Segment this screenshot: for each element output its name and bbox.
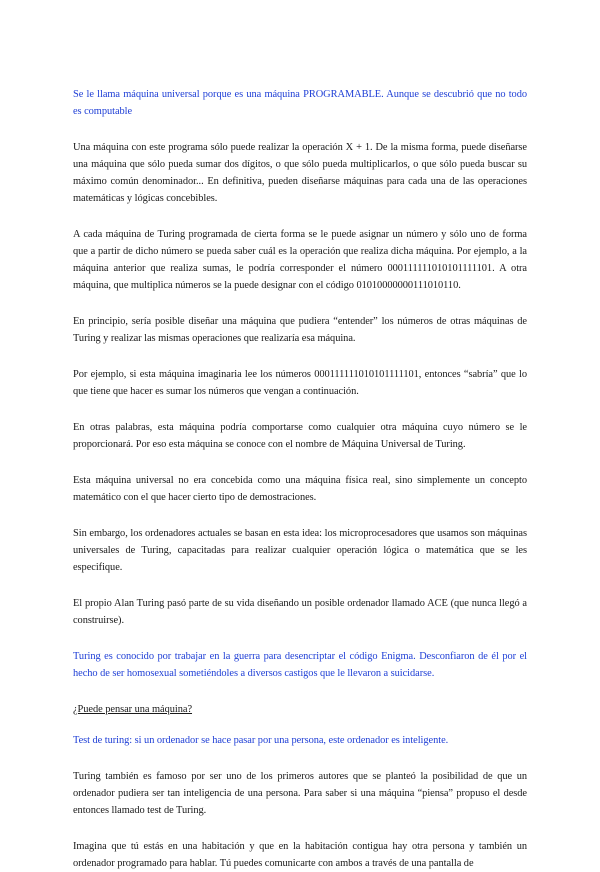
paragraph-machine-operations: Una máquina con este programa sólo puede realizar la operación X + 1. De la misma forma, puede diseñarse una máquina que sólo pueda sumar dos dígitos, o que sólo pueda multiplicarlos, o que sólo pueda buscar su máximo común denominador... En definitiva, pueden diseñarse máquinas para cada una de las operaciones matemáticas y lógicas concebibles.	[73, 142, 527, 204]
paragraph-ace-computer: El propio Alan Turing pasó parte de su vida diseñando un posible ordenador llamado ACE (que nunca llegó a construirse).	[73, 598, 527, 626]
paragraph-universal-machine-note: Se le llama máquina universal porque es una máquina PROGRAMABLE. Aunque se descubrió que no todo es computable	[73, 89, 527, 117]
paragraph-turing-test-note: Test de turing: si un ordenador se hace pasar por una persona, este ordenador es inteligente.	[73, 735, 449, 746]
paragraph-enigma-note: Turing es conocido por trabajar en la guerra para desencriptar el código Enigma. Desconfiaron de él por el hecho de ser homosexual sometiéndoles a diversos castigos que le llevaron a suicidarse.	[73, 651, 527, 679]
paragraph-turing-numbers: A cada máquina de Turing programada de cierta forma se le puede asignar un número y sólo uno de forma que a partir de dicho número se pueda saber cuál es la operación que realiza dicha máquina. Por ejemplo, a la máquina anterior que realiza sumas, le podría corresponder el número 000111111010101111101. A otra máquina, que multiplica números se la puede designar con el código 01010000000111010110.	[73, 229, 527, 291]
paragraph-example-sum: Por ejemplo, si esta máquina imaginaria lee los números 000111111010101111101, entonces “sabría” que lo que tiene que hacer es sumar los números que vengan a continuación.	[73, 369, 527, 397]
paragraph-turing-test-intro: Turing también es famoso por ser uno de los primeros autores que se planteó la posibilidad de que un ordenador pudiera ser tan inteligencia de una persona. Para saber si una máquina “piensa” propuso el desde entonces llamado test de Turing.	[73, 771, 527, 816]
section-heading-can-machine-think: ¿Puede pensar una máquina?	[73, 704, 193, 715]
paragraph-understanding-machine: En principio, sería posible diseñar una máquina que pudiera “entender” los números de otras máquinas de Turing y realizar las mismas operaciones que realizaría esa máquina.	[73, 316, 527, 344]
paragraph-imagine-room: Imagina que tú estás en una habitación y que en la habitación contigua hay otra persona y también un ordenador programado para hablar. Tú puedes comunicarte con ambos a través de una pantalla de	[73, 841, 527, 869]
paragraph-mathematical-concept: Esta máquina universal no era concebida como una máquina física real, sino simplemente un concepto matemático con el que hacer cierto tipo de demostraciones.	[73, 475, 527, 503]
paragraph-universal-turing-machine: En otras palabras, esta máquina podría comportarse como cualquier otra máquina cuyo número se le proporcionará. Por eso esta máquina se conoce con el nombre de Máquina Universal de Turing.	[73, 422, 527, 450]
paragraph-modern-computers: Sin embargo, los ordenadores actuales se basan en esta idea: los microprocesadores que usamos son máquinas universales de Turing, capacitadas para realizar cualquier operación lógica o matemática que se les especifique.	[73, 528, 527, 573]
